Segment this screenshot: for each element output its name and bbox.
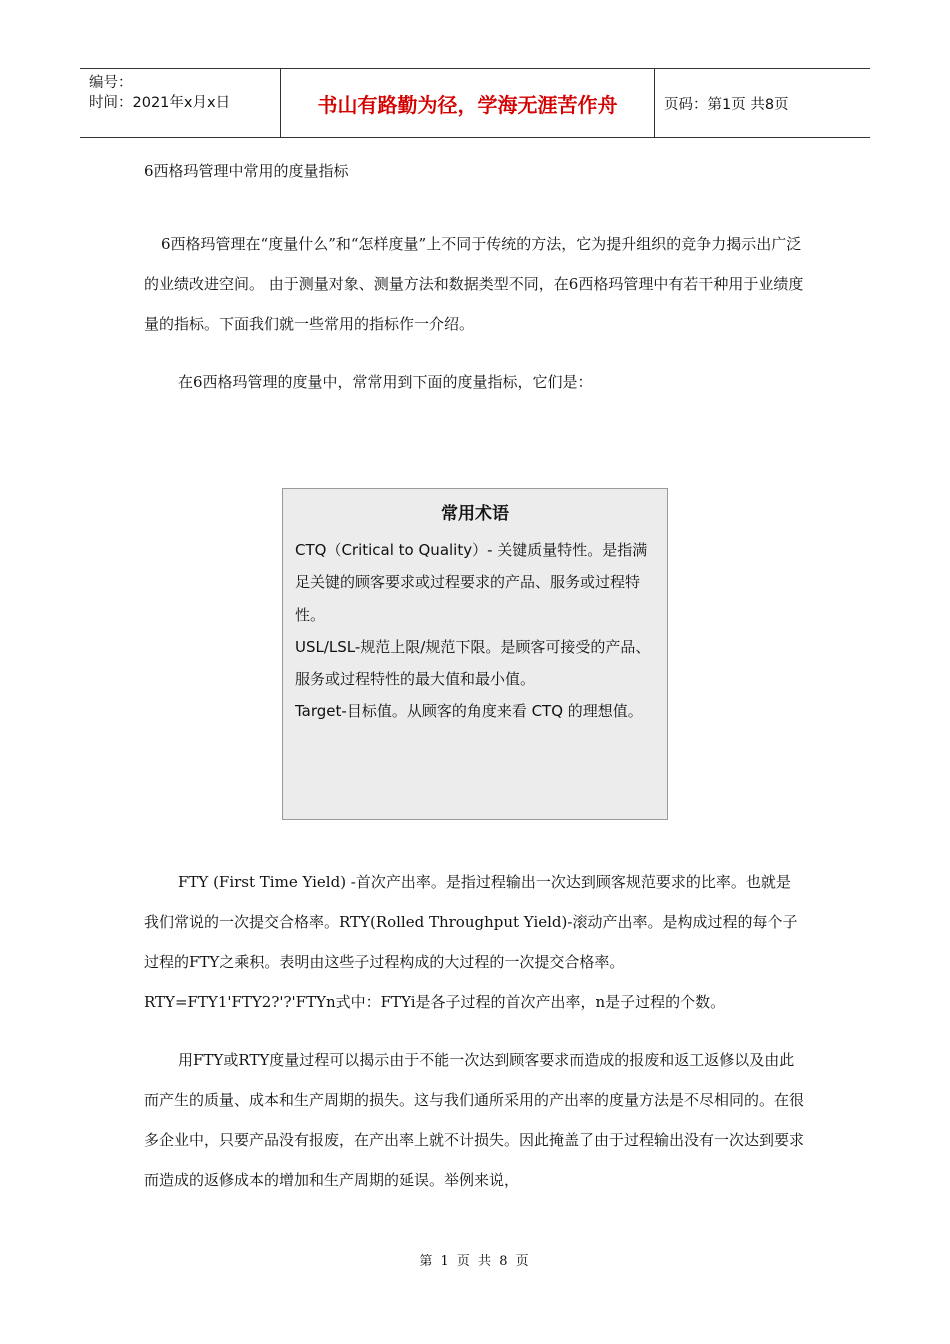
paragraph-yield-loss: 用FTY或RTY度量过程可以揭示由于不能一次达到顾客要求而造成的报废和返工返修以及由此而产生的质量、成本和生产周期的损失。这与我们通所采用的产出率的度量方法是不尽相同的。在很多企业中，只要产品没有报废，在产出率上就不计损失。因此掩盖了由于过程输出没有一次达到要求而造成的返修成本的增加和生产周期的延误。举例来说， [144, 1051, 805, 1189]
document-title: 6西格玛管理中常用的度量指标 [144, 162, 349, 180]
paragraph-intro: 6西格玛管理在“度量什么”和“怎样度量”上不同于传统的方法，它为提升组织的竞争力揭示出广泛的业绩改进空间。 由于测量对象、测量方法和数据类型不同，在6西格玛管理中有若干种用于业绩度量的指标。下面我们就一些常用的指标作一介绍。 [144, 235, 804, 333]
header-meta [80, 69, 281, 137]
term-list [295, 534, 655, 728]
page-header [80, 68, 870, 138]
paragraph-lead: 在6西格玛管理的度量中，常常用到下面的度量指标，它们是： [178, 373, 593, 391]
term-target: Target-目标值。从顾客的角度来看 CTQ 的理想值。 [295, 702, 643, 721]
paragraph-fty-rty: FTY (First Time Yield) -首次产出率。是指过程输出一次达到顾客规范要求的比率。也就是我们常说的一次提交合格率。RTY(Rolled Throughput Yield)-滚动产出率。是构成过程的每个子过程的FTY之乘积。表明由这些子过程构成的大过程的一次提交合格率。RTY=FTY1'FTY2?'?'FTYn式中：FTYi是各子过程的首次产出率，n是子过程的个数。 [144, 873, 798, 1011]
page-footer: 第 1 页 共 8 页 [419, 1254, 531, 1269]
term-usl-lsl: USL/LSL-规范上限/规范下限。是顾客可接受的产品、服务或过程特性的最大值和最小值。 [295, 637, 651, 689]
term-box [282, 488, 668, 820]
term-box-title: 常用术语 [441, 504, 509, 524]
number-label: 编号： [89, 75, 133, 91]
term-ctq: CTQ（Critical to Quality）- 关键质量特性。是指满足关键的顾客要求或过程要求的产品、服务或过程特性。 [295, 541, 648, 624]
header-page-info: 页码：第1页 共8页 [664, 96, 789, 113]
time-label: 时间：2021年x月x日 [89, 95, 231, 111]
header-motto: 书山有路勤为径，学海无涯苦作舟 [281, 69, 655, 137]
